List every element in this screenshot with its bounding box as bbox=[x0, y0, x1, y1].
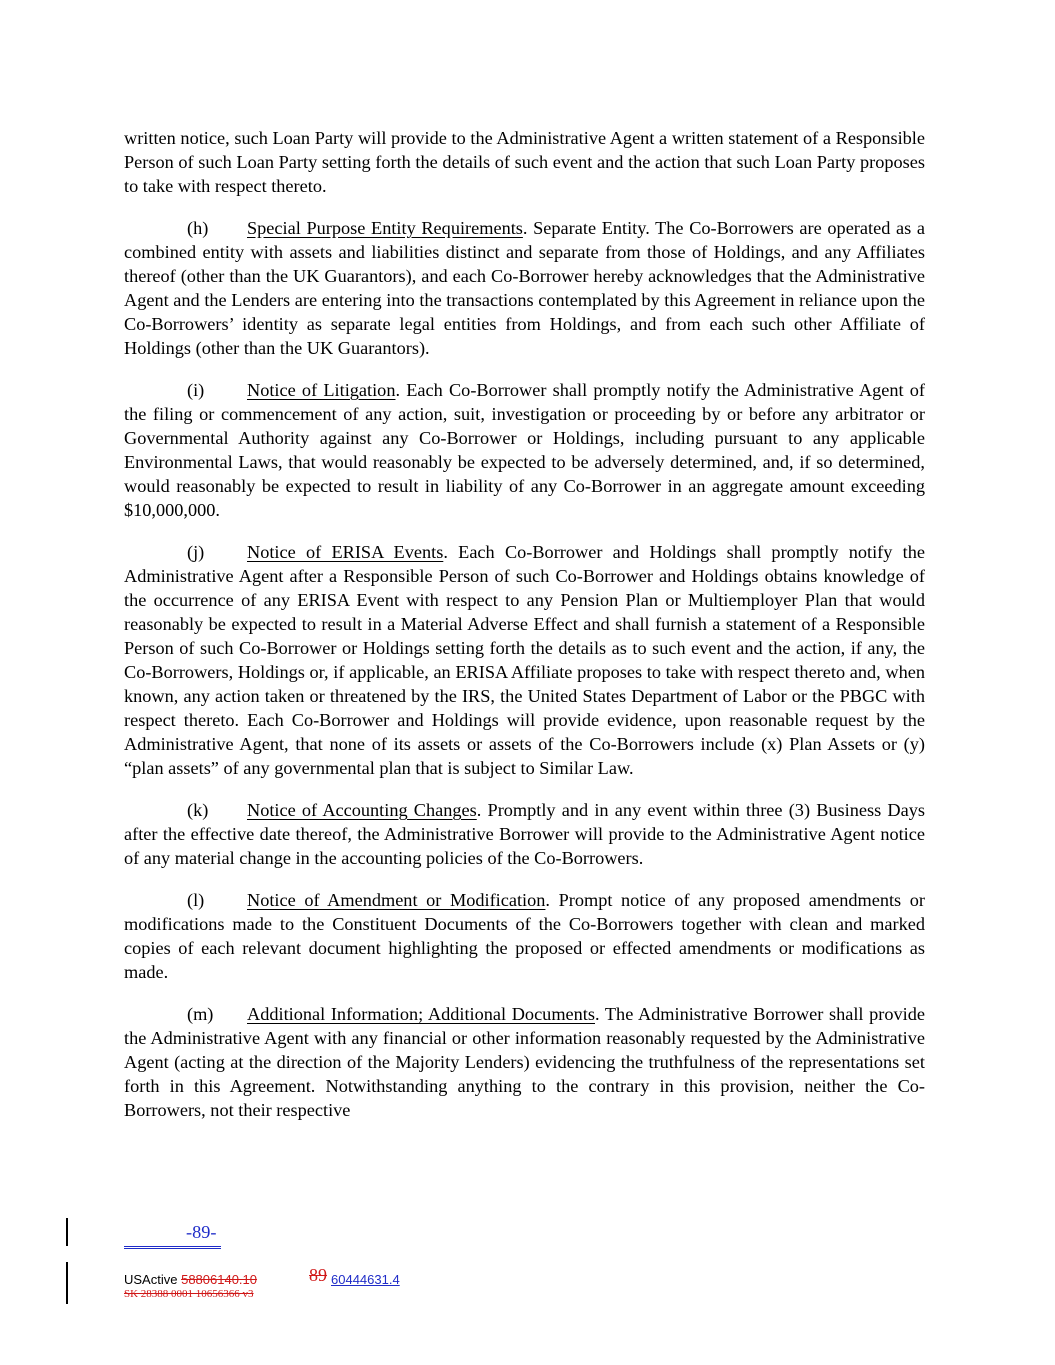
page-number bbox=[124, 1222, 221, 1247]
section-label: (h) bbox=[187, 218, 209, 238]
section-i bbox=[124, 378, 925, 522]
page-number-text: -89- bbox=[186, 1222, 217, 1242]
section-label: (i) bbox=[187, 380, 205, 400]
section-k bbox=[124, 798, 925, 870]
section-heading: Special Purpose Entity Requirements bbox=[247, 218, 523, 238]
section-heading: Notice of Litigation bbox=[247, 380, 396, 400]
section-heading: Additional Information; Additional Documents bbox=[247, 1004, 595, 1024]
section-text: . Promptly and in any event within three (3) Business Days after the effective date thereof, the Administrative Borrower will provide to the Administrative Agent notice of any material change in the accounting policies of the Co-Borrowers. bbox=[124, 800, 925, 868]
section-label: (k) bbox=[187, 800, 209, 820]
section-text: . Each Co-Borrower and Holdings shall promptly notify the Administrative Agent after a Responsible Person of such Co-Borrower and Holdings obtains knowledge of the occurrence of any ERISA Event with respect to any Pension Plan or Multiemployer Plan that would reasonably be expected to result in a Material Adverse Effect and shall furnish a statement of a Responsible Person of such Co-Borrower or Holdings setting forth the details as to such event and the action, if any, the Co-Borrowers, Holdings or, if applicable, an ERISA Affiliate proposes to take with respect thereto and, when known, any action taken or threatened by the IRS, the United States Department of Labor or the PBGC with respect thereto. Each Co-Borrower and Holdings will provide evidence, upon reasonable request by the Administrative Agent, that none of its assets or assets of the Co-Borrowers include (x) Plan Assets or (y) “plan assets” of any governmental plan that is subject to Similar Law. bbox=[124, 542, 925, 778]
section-text: . The Administrative Borrower shall provide the Administrative Agent with any financial or other information reasonably requested by the Administrative Agent (acting at the direction of the Majority Lenders) evidencing the truthfulness of the representations set forth in this Agreement. Notwithstanding anything to the contrary in this provision, neither the Co-Borrowers, not their respective bbox=[124, 1004, 925, 1120]
section-text: . Each Co-Borrower shall promptly notify the Administrative Agent of the filing or commencement of any action, suit, investigation or proceeding by or before any arbitrator or Governmental Authority against any Co-Borrower or Holdings, including pursuant to any applicable Environmental Laws, that would reasonably be expected to be adversely determined, and, if so determined, would reasonably be expected to result in liability of any Co-Borrower in an aggregate amount exceeding $10,000,000. bbox=[124, 380, 925, 520]
section-label: (m) bbox=[187, 1004, 214, 1024]
inserted-doc-id: 60444631.4 bbox=[331, 1272, 400, 1287]
deleted-doc-id: 58806140.10 bbox=[181, 1272, 258, 1287]
deleted-sk-reference: SK 28388 0001 10656366 v3 bbox=[124, 1288, 254, 1300]
intro-paragraph: written notice, such Loan Party will provide to the Administrative Agent a written statement of a Responsible Person of such Loan Party setting forth the details of such event and the action that such Loan Party proposes to take with respect thereto. bbox=[124, 128, 925, 196]
section-text: . Separate Entity. The Co-Borrowers are operated as a combined entity with assets and liabilities distinct and separate from those of Holdings, and any Affiliates thereof (other than the UK Guarantors), and each Co-Borrower hereby acknowledges that the Administrative Agent and the Lenders are entering into the transactions contemplated by this Agreement in reliance upon the Co-Borrowers’ identity as separate legal entities from Holdings, and from each such other Affiliate of Holdings (other than the UK Guarantors). bbox=[124, 218, 925, 358]
section-j bbox=[124, 540, 925, 780]
revision-change-bar bbox=[66, 1218, 68, 1246]
section-h bbox=[124, 216, 925, 360]
section-m bbox=[124, 1002, 925, 1122]
agreement-body bbox=[124, 126, 925, 1140]
section-text: . Prompt notice of any proposed amendments or modifications made to the Constituent Documents of the Co-Borrowers together with clean and marked copies of each relevant document highlighting the proposed or effected amendments or modifications as made. bbox=[124, 890, 925, 982]
section-heading: Notice of Amendment or Modification bbox=[247, 890, 546, 910]
doc-prefix: USActive bbox=[124, 1272, 178, 1287]
section-label: (j) bbox=[187, 542, 205, 562]
section-heading: Notice of Accounting Changes bbox=[247, 800, 477, 820]
document-footer-id bbox=[124, 1265, 400, 1289]
deleted-page-number: 89 bbox=[309, 1265, 328, 1285]
section-l bbox=[124, 888, 925, 984]
section-label: (l) bbox=[187, 890, 205, 910]
revision-change-bar bbox=[66, 1262, 68, 1304]
double-underline bbox=[124, 1248, 221, 1249]
section-heading: Notice of ERISA Events bbox=[247, 542, 444, 562]
